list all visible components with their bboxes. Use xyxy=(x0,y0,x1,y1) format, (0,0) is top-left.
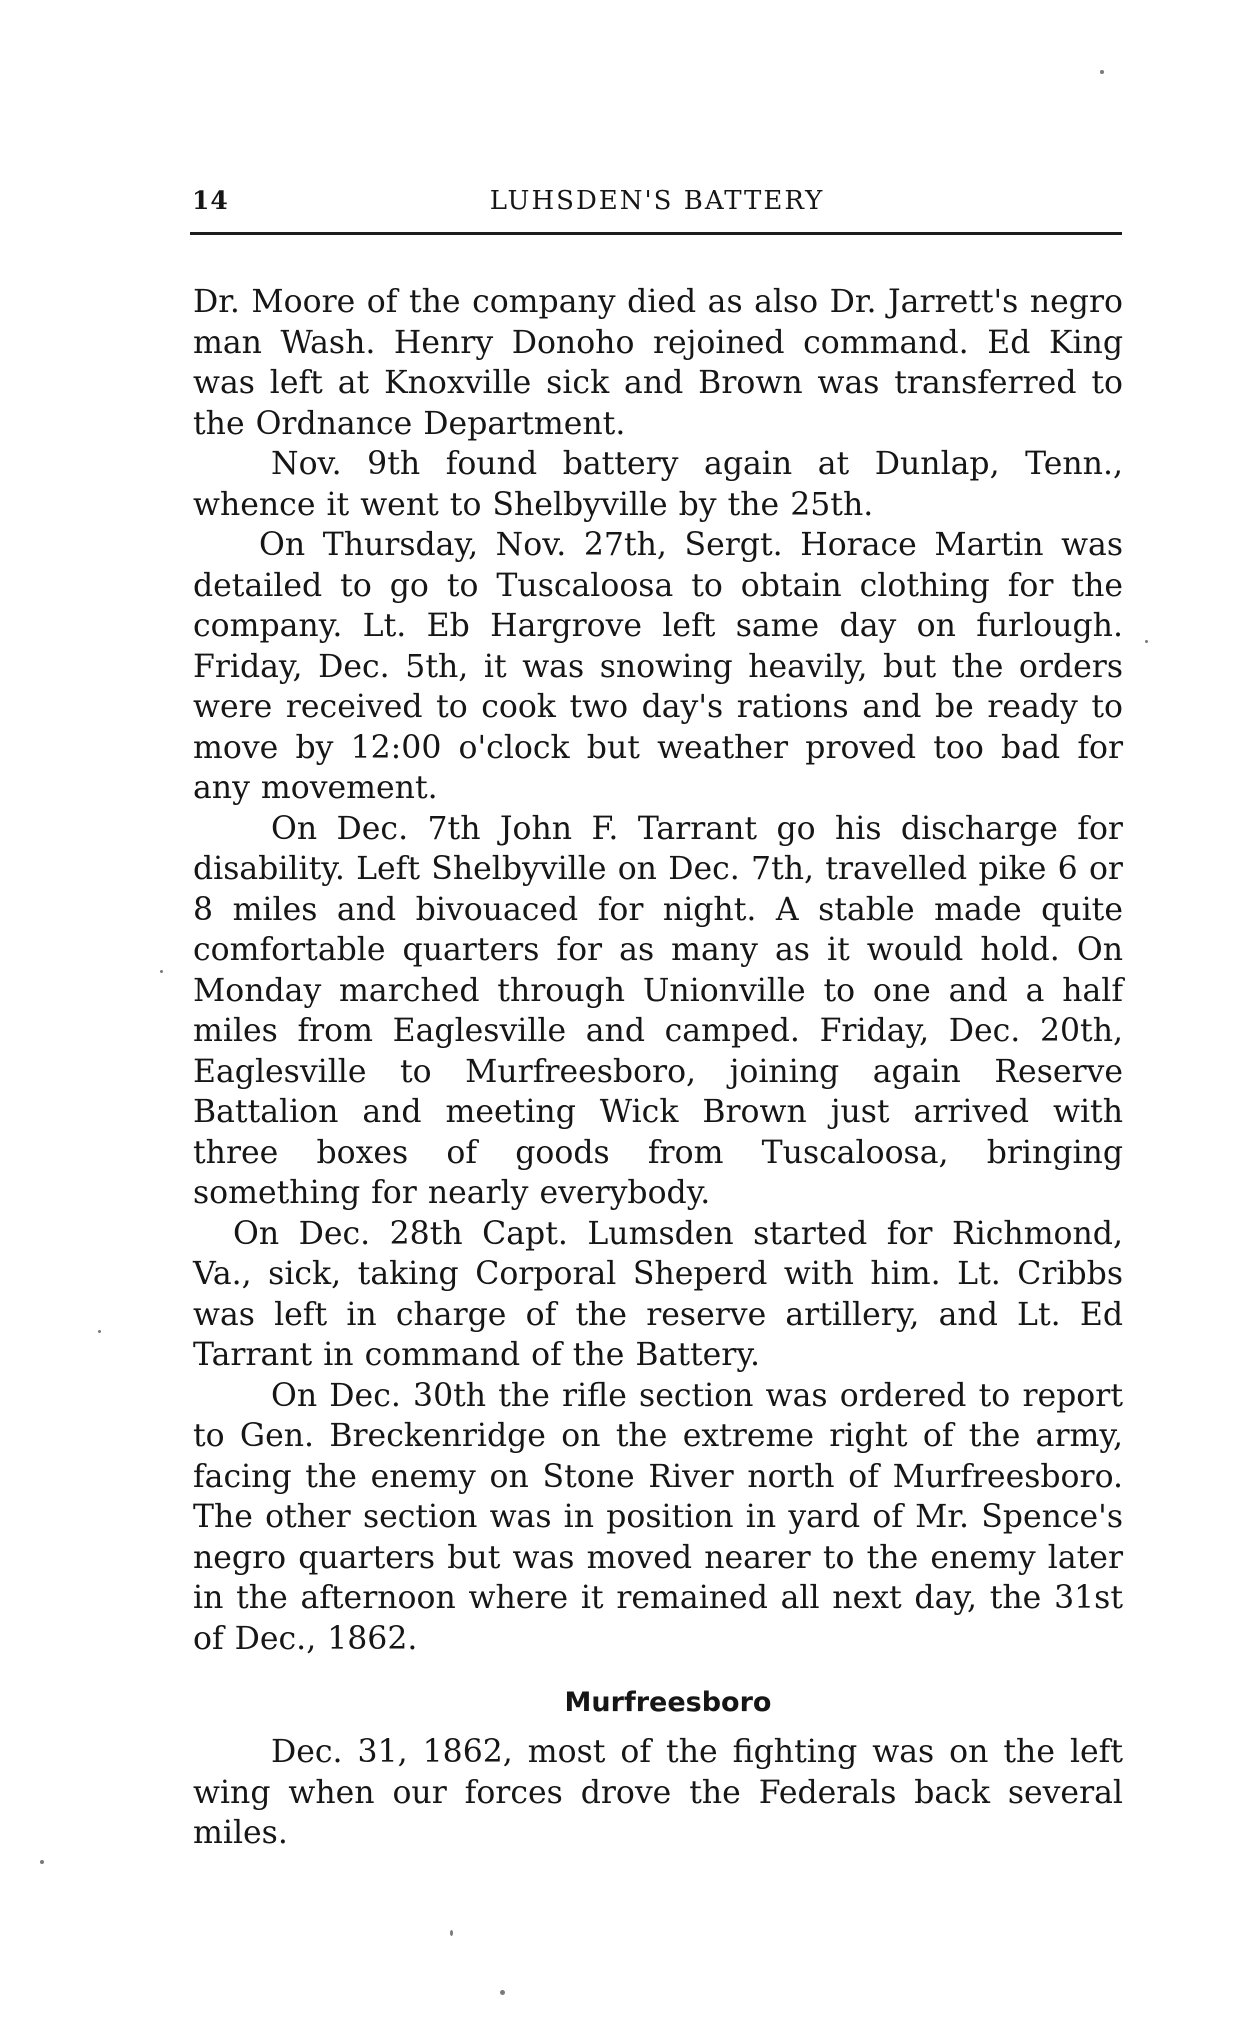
paragraph-6: On Dec. 30th the rifle section was ordered to report to Gen. Breckenridge on the extreme right of the army, facing the enemy on Stone River north of Murfreesboro. The other section was in position in yard of Mr. Spence's negro quarters but was moved nearer to the enemy later in the afternoon where it remained all next day, the 31st of Dec., 1862. xyxy=(193,1377,1123,1657)
scan-speck xyxy=(500,1990,505,1995)
paragraph-2: Nov. 9th found battery again at Dunlap, Tenn., whence it went to Shelbyville by the 25th. xyxy=(193,446,1123,523)
body-text xyxy=(193,282,1123,1854)
scan-speck xyxy=(450,1930,453,1936)
section-paragraph-1: Dec. 31, 1862, most of the fighting was on the left wing when our forces drove the Federals back several miles. xyxy=(193,1734,1123,1851)
scan-speck xyxy=(160,970,163,973)
header-rule xyxy=(190,232,1122,235)
running-title: LUHSDEN'S BATTERY xyxy=(489,186,825,216)
scan-speck xyxy=(40,1860,44,1864)
paragraph-4: On Dec. 7th John F. Tarrant go his discharge for disability. Left Shelbyville on Dec. 7th, travelled pike 6 or 8 miles and bivouaced for night. A stable made quite comfortable quarters for as many as it would hold. On Monday marched through Unionville to one and a half miles from Eaglesville and camped. Friday, Dec. 20th, Eaglesville to Murfreesboro, joining again Reserve Battalion and meeting Wick Brown just arrived with three boxes of goods from Tuscaloosa, bringing something for nearly everybody. xyxy=(193,810,1123,1211)
section-heading: Murfreesboro xyxy=(564,1687,772,1718)
scan-speck xyxy=(1100,70,1104,74)
paragraph-3: On Thursday, Nov. 27th, Sergt. Horace Martin was detailed to go to Tuscaloosa to obtain clothing for the company. Lt. Eb Hargrove left same day on furlough. Friday, Dec. 5th, it was snowing heavily, but the orders were received to cook two day's rations and be ready to move by 12:00 o'clock but weather proved too bad for any movement. xyxy=(193,527,1123,806)
scan-speck xyxy=(98,1330,101,1333)
running-head xyxy=(192,186,1122,226)
paragraph-1: Dr. Moore of the company died as also Dr. Jarrett's negro man Wash. Henry Donoho rejoined command. Ed King was left at Knoxville sick and Brown was transferred to the Ordnance Department. xyxy=(193,284,1123,442)
page-number: 14 xyxy=(192,186,229,215)
paragraph-5: On Dec. 28th Capt. Lumsden started for Richmond, Va., sick, taking Corporal Sheperd with him. Lt. Cribbs was left in charge of the reserve artillery, and Lt. Ed Tarrant in command of the Battery. xyxy=(193,1215,1123,1373)
scan-speck xyxy=(1145,640,1148,643)
